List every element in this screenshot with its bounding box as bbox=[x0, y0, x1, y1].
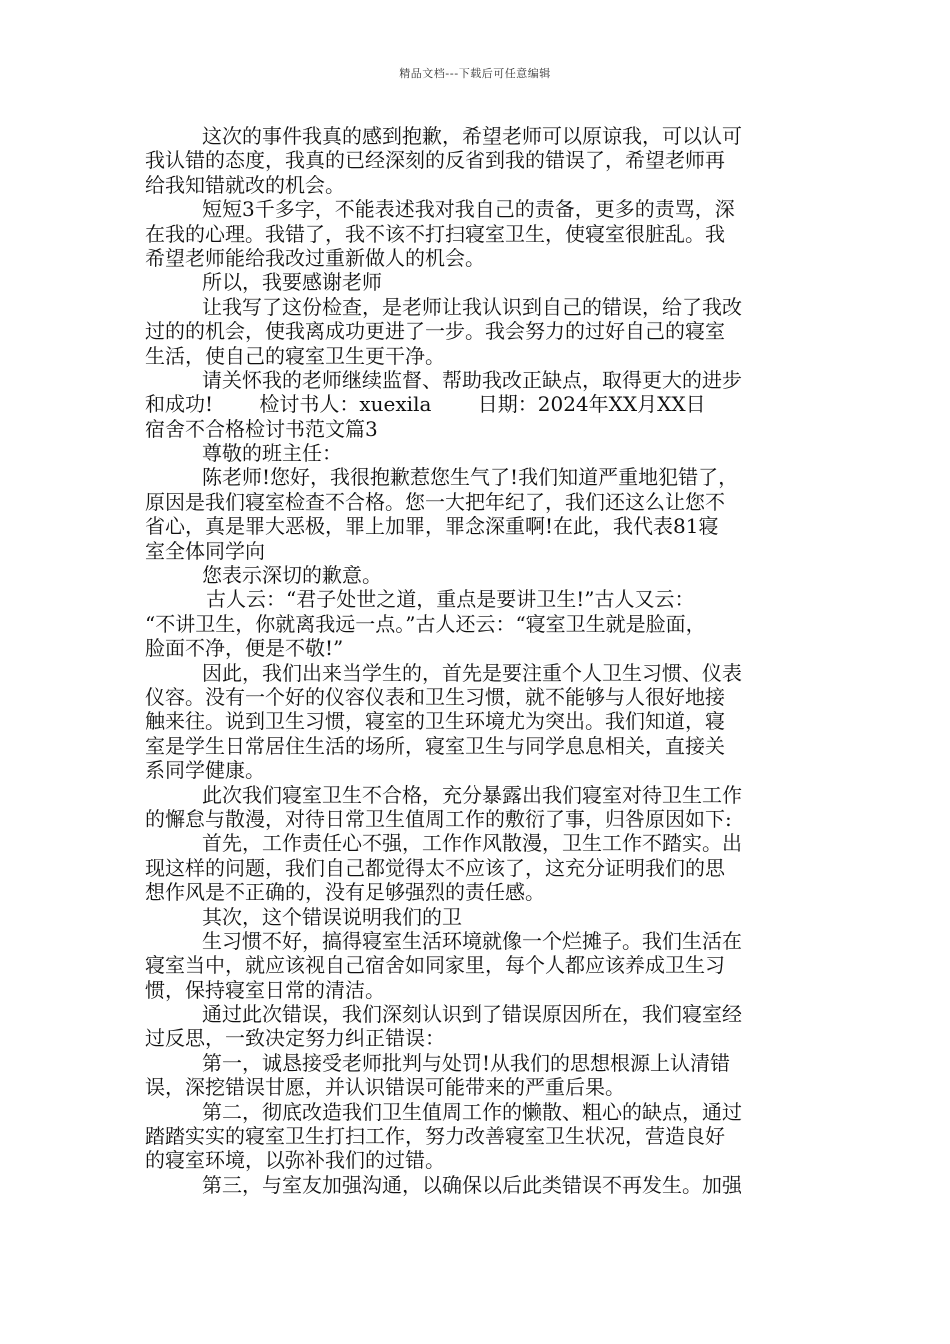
text-line: 古人云：“君子处世之道，重点是要讲卫生!”古人又云： bbox=[206, 587, 695, 612]
text-line: 这次的事件我真的感到抱歉，希望老师可以原谅我，可以认可 bbox=[202, 124, 742, 148]
text-line: 和成功! 检讨书人：xuexila 日期：2024年XX月XX日 bbox=[145, 392, 706, 417]
text-line: 您表示深切的歉意。 bbox=[202, 563, 382, 588]
text-line: 第二，彻底改造我们卫生值周工作的懒散、粗心的缺点，通过 bbox=[202, 1099, 742, 1124]
text-line: 仪容。没有一个好的仪容仪表和卫生习惯，就不能够与人很好地接 bbox=[145, 684, 725, 709]
text-line: 在我的心理。我错了，我不该不打扫寝室卫生，使寝室很脏乱。我 bbox=[145, 221, 725, 246]
text-line: 第一，诚恳接受老师批判与处罚!从我们的思想根源上认清错 bbox=[202, 1050, 731, 1075]
text-line: 脸面不净，便是不敬!” bbox=[145, 636, 344, 661]
text-line: 省心，真是罪大恶极，罪上加罪，罪念深重啊!在此，我代表81寝 bbox=[145, 514, 719, 539]
text-line: 其次，这个错误说明我们的卫 bbox=[202, 904, 462, 929]
text-line: 过反思，一致决定努力纠正错误： bbox=[145, 1026, 445, 1051]
text-line: 现这样的问题，我们自己都觉得太不应该了，这充分证明我们的思 bbox=[145, 855, 725, 880]
text-line: 短短3千多字，不能表述我对我自己的责备，更多的责骂，深 bbox=[202, 197, 735, 222]
text-line: 惯，保持寝室日常的清洁。 bbox=[145, 977, 385, 1002]
text-line: 宿舍不合格检讨书范文篇3 bbox=[145, 416, 378, 441]
text-line: 生习惯不好，搞得寝室生活环境就像一个烂摊子。我们生活在 bbox=[202, 928, 742, 953]
text-line: 尊敬的班主任： bbox=[202, 441, 342, 466]
text-line: 踏踏实实的寝室卫生打扫工作，努力改善寝室卫生状况，营造良好 bbox=[145, 1124, 725, 1149]
text-line: 生活，使自己的寝室卫生更干净。 bbox=[145, 343, 445, 368]
text-line: 希望老师能给我改过重新做人的机会。 bbox=[145, 245, 485, 270]
text-line: 请关怀我的老师继续监督、帮助我改正缺点，取得更大的进步 bbox=[202, 367, 742, 392]
text-line: 过的的机会，使我离成功更进了一步。我会努力的过好自己的寝室 bbox=[145, 319, 725, 344]
text-line: “不讲卫生，你就离我远一点。”古人还云：“寝室卫生就是脸面， bbox=[145, 611, 706, 636]
text-line: 室是学生日常居住生活的场所，寝室卫生与同学息息相关，直接关 bbox=[145, 733, 725, 758]
text-line: 我认错的态度，我真的已经深刻的反省到我的错误了，希望老师再 bbox=[145, 148, 725, 173]
text-line: 室全体同学向 bbox=[145, 538, 265, 563]
text-line: 第三，与室友加强沟通，以确保以后此类错误不再发生。加强 bbox=[202, 1172, 742, 1197]
text-line: 因此，我们出来当学生的，首先是要注重个人卫生习惯、仪表 bbox=[202, 660, 742, 685]
text-line: 让我写了这份检查，是老师让我认识到自己的错误，给了我改 bbox=[202, 294, 742, 319]
text-line: 寝室当中，就应该视自己宿舍如同家里，每个人都应该养成卫生习 bbox=[145, 953, 725, 978]
text-line: 通过此次错误，我们深刻认识到了错误原因所在，我们寝室经 bbox=[202, 1002, 742, 1027]
page-header: 精品文档---下载后可任意编辑 bbox=[399, 67, 551, 80]
text-line: 误，深挖错误甘愿，并认识错误可能带来的严重后果。 bbox=[145, 1075, 625, 1100]
text-line: 的寝室环境，以弥补我们的过错。 bbox=[145, 1148, 445, 1173]
text-line: 此次我们寝室卫生不合格，充分暴露出我们寝室对待卫生工作 bbox=[202, 782, 742, 807]
text-line: 给我知错就改的机会。 bbox=[145, 172, 345, 197]
text-line: 系同学健康。 bbox=[145, 758, 265, 783]
text-line: 触来往。说到卫生习惯，寝室的卫生环境尤为突出。我们知道，寝 bbox=[145, 709, 725, 734]
text-line: 原因是我们寝室检查不合格。您一大把年纪了，我们还这么让您不 bbox=[145, 489, 725, 514]
text-line: 想作风是不正确的，没有足够强烈的责任感。 bbox=[145, 880, 545, 905]
text-line: 所以，我要感谢老师 bbox=[202, 270, 382, 295]
document-body bbox=[145, 124, 810, 1197]
text-line: 的懈怠与散漫，对待日常卫生值周工作的敷衍了事，归咎原因如下: bbox=[145, 806, 732, 831]
text-line: 首先，工作责任心不强，工作作风散漫，卫生工作不踏实。出 bbox=[202, 831, 742, 856]
text-line: 陈老师!您好，我很抱歉惹您生气了!我们知道严重地犯错了， bbox=[202, 465, 739, 490]
